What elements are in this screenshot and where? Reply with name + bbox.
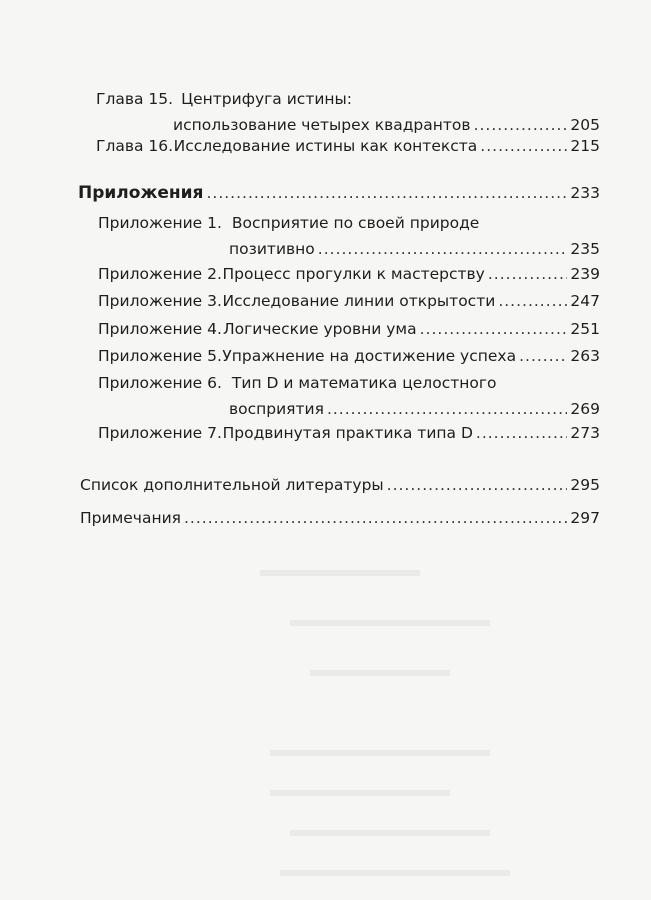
leader-dots	[498, 288, 567, 314]
show-through-texture	[250, 560, 550, 900]
leader-dots	[184, 505, 567, 531]
leader-dots	[519, 343, 567, 369]
page-number: 235	[570, 240, 600, 258]
toc-entry-chapter-16	[96, 133, 600, 159]
page-number: 297	[570, 509, 600, 527]
appendix-label: Приложение 7.	[98, 424, 222, 442]
section-title: Приложения	[78, 183, 204, 203]
page-number: 295	[570, 476, 600, 494]
leader-dots	[318, 236, 568, 262]
toc-entry-appendix-1	[98, 210, 600, 262]
toc-entry-notes	[80, 505, 600, 531]
entry-title: Список дополнительной литературы	[80, 476, 384, 494]
leader-dots	[476, 420, 568, 446]
appendix-label: Приложение 4.	[98, 320, 222, 338]
chapter-label: Глава 15.	[96, 90, 174, 108]
toc-entry-appendix-2	[98, 261, 600, 287]
appendix-label: Приложение 3.	[98, 292, 222, 310]
appendix-title-line2: позитивно	[229, 240, 315, 258]
toc-section-appendices	[78, 180, 600, 206]
page-number: 233	[570, 184, 600, 202]
toc-entry-appendix-7	[98, 420, 600, 446]
chapter-label: Глава 16.	[96, 137, 174, 155]
appendix-label: Приложение 6.	[98, 374, 222, 392]
page-number: 251	[570, 320, 600, 338]
page-number: 263	[570, 347, 600, 365]
leader-dots	[420, 316, 568, 342]
page-number: 273	[570, 424, 600, 442]
toc-entry-appendix-3	[98, 288, 600, 314]
leader-dots	[327, 396, 567, 422]
appendix-title-line1: Восприятие по своей природе	[231, 214, 480, 232]
leader-dots	[206, 180, 567, 206]
toc-entry-further-reading	[80, 472, 600, 498]
page-number: 205	[570, 116, 600, 134]
page-number: 247	[570, 292, 600, 310]
leader-dots	[488, 261, 568, 287]
appendix-title: Продвинутая практика типа D	[222, 424, 473, 442]
chapter-title-line2: использование четырех квадрантов	[173, 116, 471, 134]
toc-entry-appendix-6	[98, 370, 600, 422]
chapter-title-line1: Центрифуга истины:	[181, 90, 353, 108]
appendix-title-line2: восприятия	[229, 400, 324, 418]
chapter-title: Исследование истины как контекста	[173, 137, 478, 155]
toc-entry-chapter-15	[96, 86, 600, 138]
page-number: 269	[570, 400, 600, 418]
entry-title: Примечания	[80, 509, 181, 527]
appendix-title: Упражнение на достижение успеха	[222, 347, 517, 365]
appendix-label: Приложение 5.	[98, 347, 222, 365]
leader-dots	[387, 472, 568, 498]
appendix-label: Приложение 1.	[98, 214, 222, 232]
toc-entry-appendix-5	[98, 343, 600, 369]
appendix-label: Приложение 2.	[98, 265, 222, 283]
page-number: 239	[570, 265, 600, 283]
page-number: 215	[570, 137, 600, 155]
appendix-title-line1: Тип D и математика целостного	[231, 374, 497, 392]
toc-entry-appendix-4	[98, 316, 600, 342]
appendix-title: Процесс прогулки к мастерству	[222, 265, 485, 283]
leader-dots	[480, 133, 567, 159]
appendix-title: Исследование линии открытости	[222, 292, 496, 310]
appendix-title: Логические уровни ума	[223, 320, 417, 338]
